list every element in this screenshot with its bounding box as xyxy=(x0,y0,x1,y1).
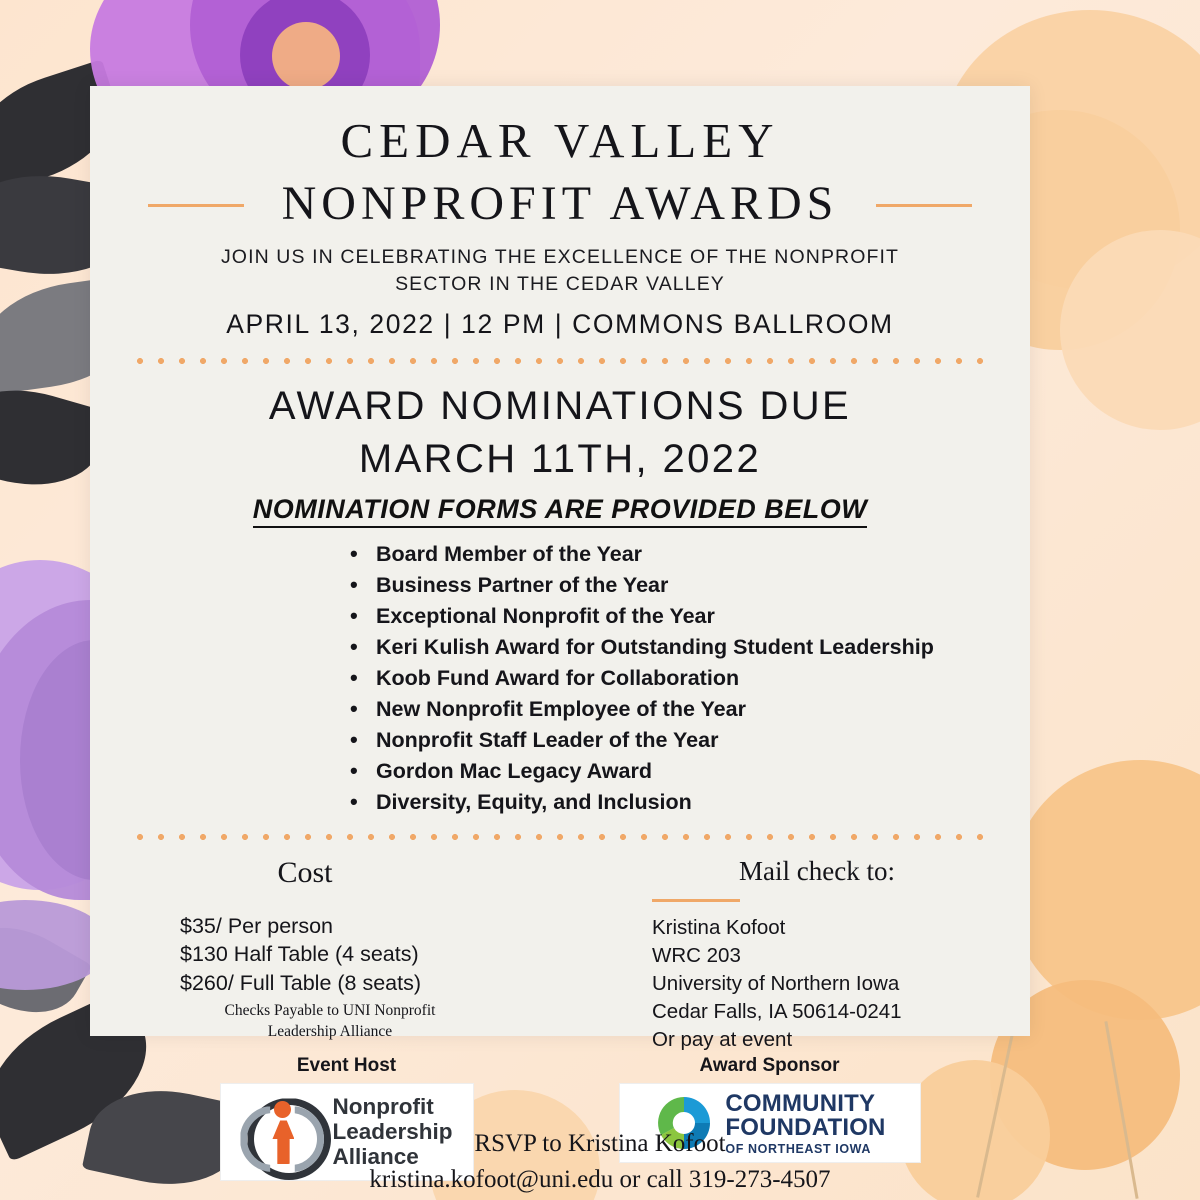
cost-heading: Cost xyxy=(277,855,333,889)
alliance-name-line-2: Leadership xyxy=(332,1119,453,1145)
rsvp-footer xyxy=(0,1126,1200,1199)
poster-subtitle xyxy=(90,244,1030,297)
poster-header xyxy=(90,86,1030,232)
title-text-2: NONPROFIT AWARDS xyxy=(281,176,839,230)
title-rule-right xyxy=(876,204,972,207)
sponsor-name-line-2: FOUNDATION xyxy=(725,1114,886,1142)
list-item: • Exceptional Nonprofit of the Year xyxy=(350,601,1030,632)
nominations-due-line-2: MARCH 11TH, 2022 xyxy=(358,437,762,482)
mail-line-3: University of Northern Iowa xyxy=(652,971,900,995)
list-item: • Business Partner of the Year xyxy=(350,570,1030,601)
mail-line-4: Cedar Falls, IA 50614-0241 xyxy=(652,999,902,1023)
award-sponsor-caption: Award Sponsor xyxy=(699,1055,840,1077)
cost-line-2: $130 Half Table (4 seats) xyxy=(180,942,419,967)
mail-line-2: WRC 203 xyxy=(652,943,741,967)
subtitle-line-2: SECTOR IN THE CEDAR VALLEY xyxy=(395,272,725,295)
dotted-divider-top xyxy=(128,356,992,366)
person-head-shape xyxy=(274,1101,291,1118)
checks-payable-note-line-2: Leadership Alliance xyxy=(267,1022,393,1040)
alliance-name-line-3: Alliance xyxy=(332,1143,419,1169)
rsvp-line-1: RSVP to Kristina Kofoot xyxy=(474,1130,726,1157)
sponsor-name-line-3: OF NORTHEAST IOWA xyxy=(725,1141,872,1156)
list-item: • Koob Fund Award for Collaboration xyxy=(350,663,1030,694)
nominations-due-line-1: AWARD NOMINATIONS DUE xyxy=(268,384,852,429)
list-item: • Gordon Mac Legacy Award xyxy=(350,756,1030,787)
alliance-name-line-1: Nonprofit xyxy=(332,1094,434,1120)
mail-line-1: Kristina Kofoot xyxy=(652,916,786,940)
cost-line-1: $35/ Per person xyxy=(180,913,333,938)
award-category-list xyxy=(90,539,1030,818)
purple-flower-core xyxy=(272,22,340,90)
title-text-1: CEDAR VALLEY xyxy=(340,113,780,168)
checks-payable-note xyxy=(180,1001,480,1041)
subtitle-line-1: JOIN US IN CELEBRATING THE EXCELLENCE OF THE NONPROFIT xyxy=(220,246,900,269)
list-item: • Keri Kulish Award for Outstanding Student Leadership xyxy=(350,632,1030,663)
event-details-line: APRIL 13, 2022 | 12 PM | COMMONS BALLROOM xyxy=(226,309,894,340)
orange-flower-shape xyxy=(1010,760,1200,1020)
list-item: • Nonprofit Staff Leader of the Year xyxy=(350,725,1030,756)
title-rule-left xyxy=(148,204,244,207)
checks-payable-note-line-1: Checks Payable to UNI Nonprofit xyxy=(224,1002,436,1020)
nomination-forms-note-text: NOMINATION FORMS ARE PROVIDED BELOW xyxy=(253,494,868,528)
list-item: • Board Member of the Year xyxy=(350,539,1030,570)
poster-title-line-1 xyxy=(90,112,1030,171)
sponsor-name-line-1: COMMUNITY xyxy=(725,1089,876,1117)
dotted-divider-bottom xyxy=(128,832,992,842)
event-host-caption: Event Host xyxy=(296,1055,397,1077)
cost-details xyxy=(180,912,580,998)
mailing-address xyxy=(652,914,982,1053)
cost-line-3: $260/ Full Table (8 seats) xyxy=(180,970,422,995)
rsvp-line-2: kristina.kofoot@uni.edu or call 319-273-4507 xyxy=(369,1166,831,1194)
lower-section xyxy=(90,842,1030,1054)
list-item: • New Nonprofit Employee of the Year xyxy=(350,694,1030,725)
cost-section xyxy=(180,856,580,1054)
mail-line-5: Or pay at event xyxy=(652,1027,793,1051)
mail-check-heading: Mail check to: xyxy=(739,855,895,886)
poster-title-line-2 xyxy=(90,175,1030,233)
nomination-forms-note xyxy=(90,494,1030,525)
mail-heading-rule xyxy=(652,899,740,903)
list-item: • Diversity, Equity, and Inclusion xyxy=(350,787,1030,818)
mail-check-section xyxy=(652,856,982,1054)
